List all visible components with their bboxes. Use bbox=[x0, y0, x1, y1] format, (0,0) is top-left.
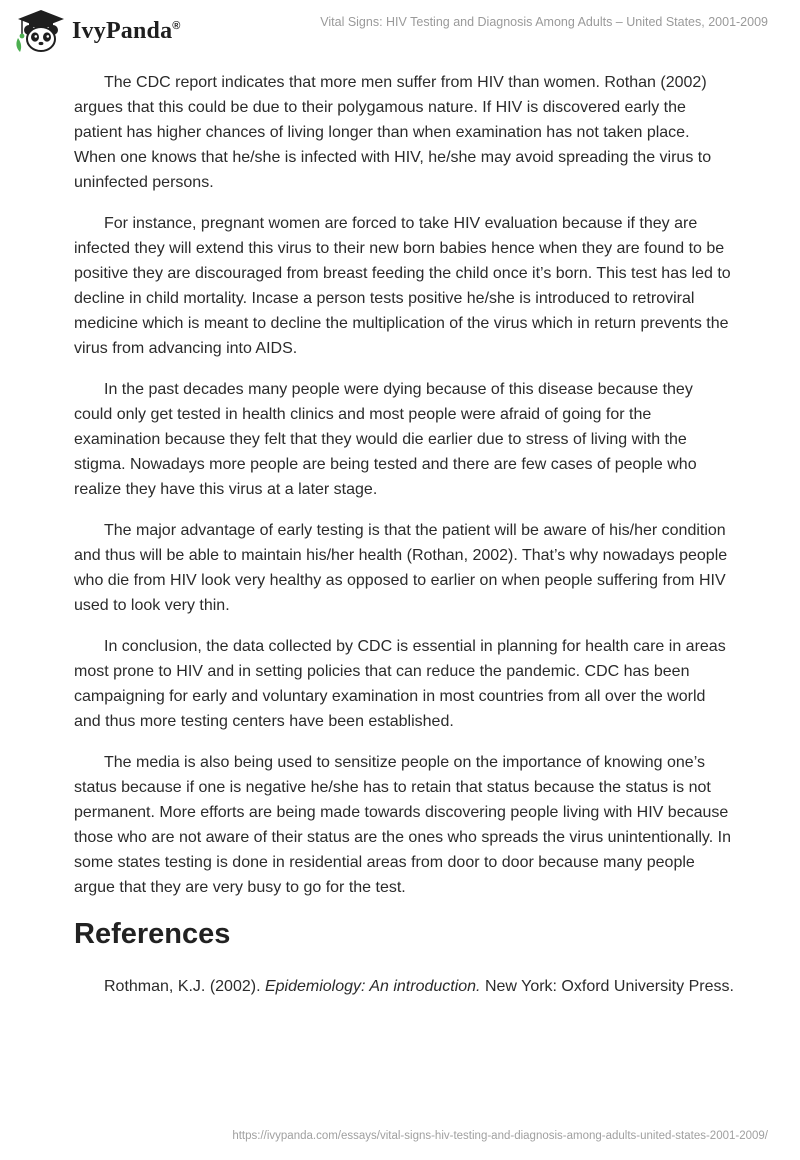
reference-authors: Rothman, K.J. (2002). bbox=[104, 978, 265, 995]
reference-title: Epidemiology: An introduction. bbox=[264, 978, 481, 995]
reference-publisher: New York: Oxford University Press. bbox=[480, 978, 734, 995]
document-title: Vital Signs: HIV Testing and Diagnosis Among Adults – United States, 2001-2009 bbox=[320, 15, 768, 29]
body-paragraph-1: The CDC report indicates that more men suffer from HIV than women. Rothan (2002) argues that this could be due to their polygamous nature. If HIV is discovered early the patient has higher chances of living longer than when examination has not taken place. When one knows that he/she is infected with HIV, he/she may avoid spreading the virus to uninfected persons. bbox=[74, 74, 712, 191]
page-header bbox=[0, 0, 800, 64]
ivypanda-logo[interactable] bbox=[14, 8, 181, 54]
body-paragraph-6: The media is also being used to sensitize people on the importance of knowing one’s status because if one is negative he/she has to retain that status because the status is not permanent. More efforts are being made towards discovering people living with HIV because those who are not aware of their status are the ones who spreads the virus unintentionally. In some states testing is done in residential areas from door to door because many people argue that they are very busy to go for the test. bbox=[74, 754, 731, 896]
essay-body bbox=[74, 70, 734, 999]
logo-wordmark: IvyPanda® bbox=[72, 17, 181, 44]
body-paragraph-4: The major advantage of early testing is that the patient will be aware of his/her condition and thus will be able to maintain his/her health (Rothan, 2002). That’s why nowadays people who die from HIV look very healthy as opposed to earlier on when people suffering from HIV used to look very thin. bbox=[74, 522, 728, 614]
body-paragraph-3: In the past decades many people were dying because of this disease because they could only get tested in health clinics and most people were afraid of going for the examination because they felt that they would die earlier due to stress of living with the stigma. Nowadays more people are being tested and there are few cases of people who realize they have this virus at a later stage. bbox=[74, 381, 697, 498]
source-url-link[interactable]: https://ivypanda.com/essays/vital-signs-hiv-testing-and-diagnosis-among-adults-united-states-2001-2009/ bbox=[232, 1130, 768, 1142]
panda-graduate-icon bbox=[14, 8, 68, 54]
body-paragraph-5: In conclusion, the data collected by CDC is essential in planning for health care in areas most prone to HIV and in setting policies that can reduce the pandemic. CDC has been campaigning for early and voluntary examination in most countries from all over the world and thus more testing centers have been established. bbox=[74, 638, 726, 730]
reference-item bbox=[74, 974, 734, 999]
references-heading: References bbox=[74, 918, 231, 950]
body-paragraph-2: For instance, pregnant women are forced to take HIV evaluation because if they are infected they will extend this virus to their new born babies hence when they are found to be positive they are discouraged from breast feeding the child once it’s born. This test has led to decline in child mortality. Incase a person tests positive he/she is introduced to retroviral medicine which is meant to decline the multiplication of the virus which in return prevents the virus from advancing into AIDS. bbox=[74, 215, 731, 357]
